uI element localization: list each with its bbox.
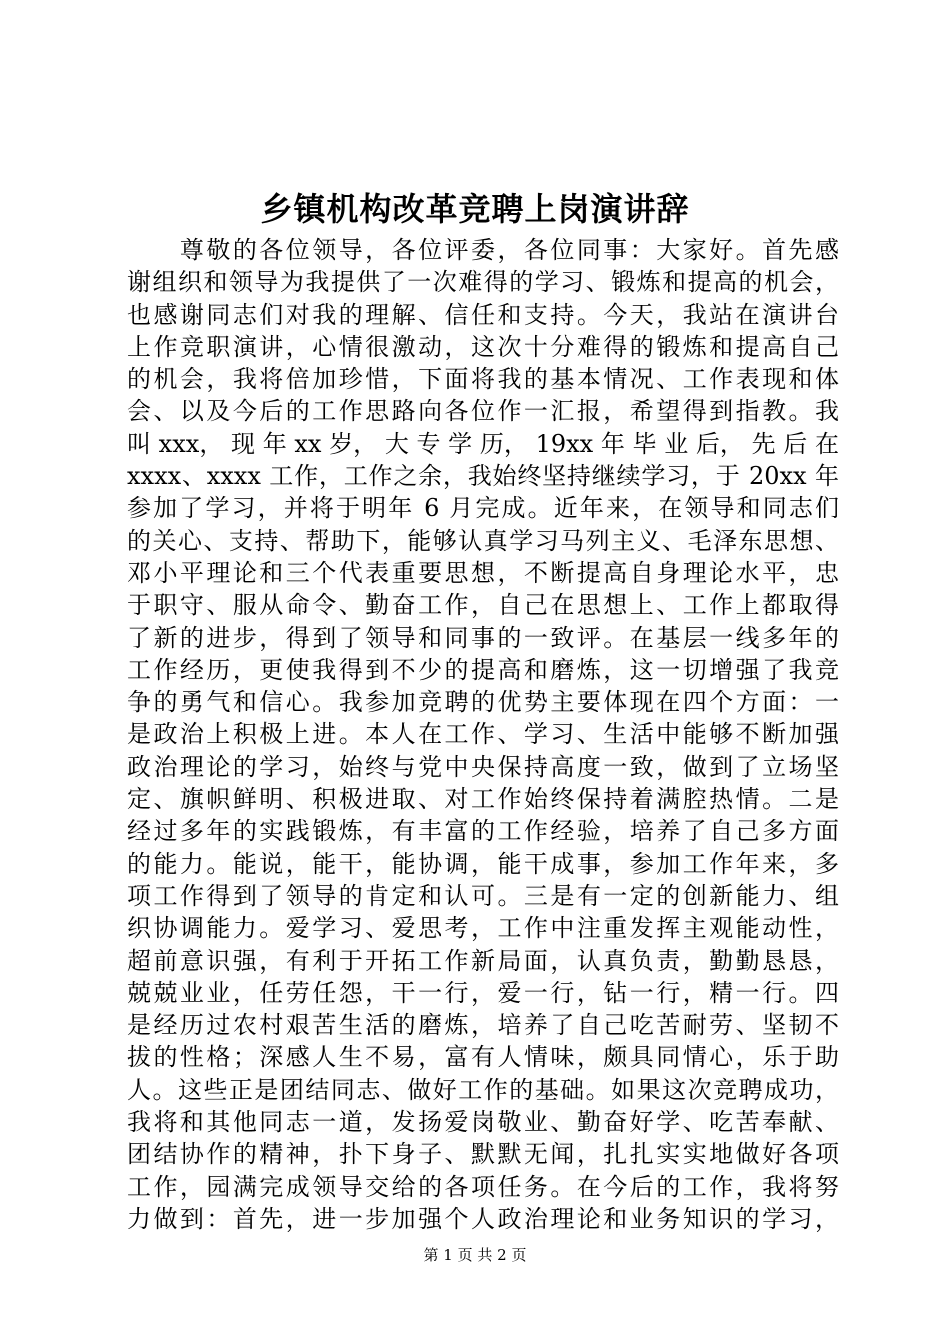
body-text-line: 织协调能力。爱学习、爱思考，工作中注重发挥主观能动性， — [127, 914, 839, 943]
body-text-line: 政治理论的学习，始终与党中央保持高度一致，做到了立场坚 — [127, 752, 839, 781]
body-text-line: 人。这些正是团结同志、做好工作的基础。如果这次竞聘成功， — [127, 1075, 839, 1104]
body-text-line: 力做到：首先，进一步加强个人政治理论和业务知识的学习， — [127, 1204, 839, 1233]
body-text-line: 超前意识强，有利于开拓工作新局面，认真负责，勤勤恳恳， — [127, 946, 839, 975]
body-text-line: 了新的进步，得到了领导和同事的一致评。在基层一线多年的 — [127, 623, 839, 652]
body-text-line: xxxx、xxxx 工作，工作之余，我始终坚持继续学习，于 20xx 年 — [127, 462, 839, 491]
body-text-line: 团结协作的精神，扑下身子、默默无闻，扎扎实实地做好各项 — [127, 1140, 839, 1169]
body-text-line: 谢组织和领导为我提供了一次难得的学习、锻炼和提高的机会， — [127, 268, 839, 297]
body-text-line: 会、以及今后的工作思路向各位作一汇报，希望得到指教。我 — [127, 397, 839, 426]
body-text-line: 也感谢同志们对我的理解、信任和支持。今天，我站在演讲台 — [127, 300, 839, 329]
document-body — [127, 234, 839, 1235]
body-text-line: 争的勇气和信心。我参加竞聘的优势主要体现在四个方面：一 — [127, 688, 839, 717]
body-text-line: 参加了学习，并将于明年 6 月完成。近年来，在领导和同志们 — [127, 494, 839, 523]
body-text-line: 工作经历，更使我得到不少的提高和磨炼，这一切增强了我竞 — [127, 655, 839, 684]
body-text-line: 经过多年的实践锻炼，有丰富的工作经验，培养了自己多方面 — [127, 817, 839, 846]
body-text-line: 项工作得到了领导的肯定和认可。三是有一定的创新能力、组 — [127, 881, 839, 910]
body-text-line: 的机会，我将倍加珍惜，下面将我的基本情况、工作表现和体 — [127, 365, 839, 394]
document-title: 乡镇机构改革竞聘上岗演讲辞 — [260, 190, 690, 228]
body-text-line: 兢兢业业，任劳任怨，干一行，爱一行，钻一行，精一行。四 — [127, 978, 839, 1007]
body-text-line: 于职守、服从命令、勤奋工作，自己在思想上、工作上都取得 — [127, 591, 839, 620]
body-text-line: 的能力。能说，能干，能协调，能干成事，参加工作年来，多 — [127, 849, 839, 878]
body-text-line: 工作，园满完成领导交给的各项任务。在今后的工作，我将努 — [127, 1172, 839, 1201]
body-text-line: 是经历过农村艰苦生活的磨炼，培养了自己吃苦耐劳、坚韧不 — [127, 1011, 839, 1040]
body-text-line: 叫 xxx， 现 年 xx 岁， 大 专 学 历， 19xx 年 毕 业 后， 先 后 在 — [127, 429, 839, 458]
body-text-line: 尊敬的各位领导，各位评委，各位同事：大家好。首先感 — [127, 236, 839, 264]
page-footer: 第 1 页 共 2 页 — [423, 1246, 527, 1264]
body-text-line: 是政治上积极上进。本人在工作、学习、生活中能够不断加强 — [127, 720, 839, 749]
body-text-line: 的关心、支持、帮助下，能够认真学习马列主义、毛泽东思想、 — [127, 526, 839, 555]
body-text-line: 定、旗帜鲜明、积极进取、对工作始终保持着满腔热情。二是 — [127, 785, 839, 814]
body-text-line: 上作竞职演讲，心情很激动，这次十分难得的锻炼和提高自己 — [127, 332, 839, 361]
body-text-line: 我将和其他同志一道，发扬爱岗敬业、勤奋好学、吃苦奉献、 — [127, 1108, 839, 1137]
body-text-line: 邓小平理论和三个代表重要思想，不断提高自身理论水平，忠 — [127, 558, 839, 587]
body-text-line: 拔的性格；深感人生不易，富有人情味，颇具同情心，乐于助 — [127, 1043, 839, 1072]
